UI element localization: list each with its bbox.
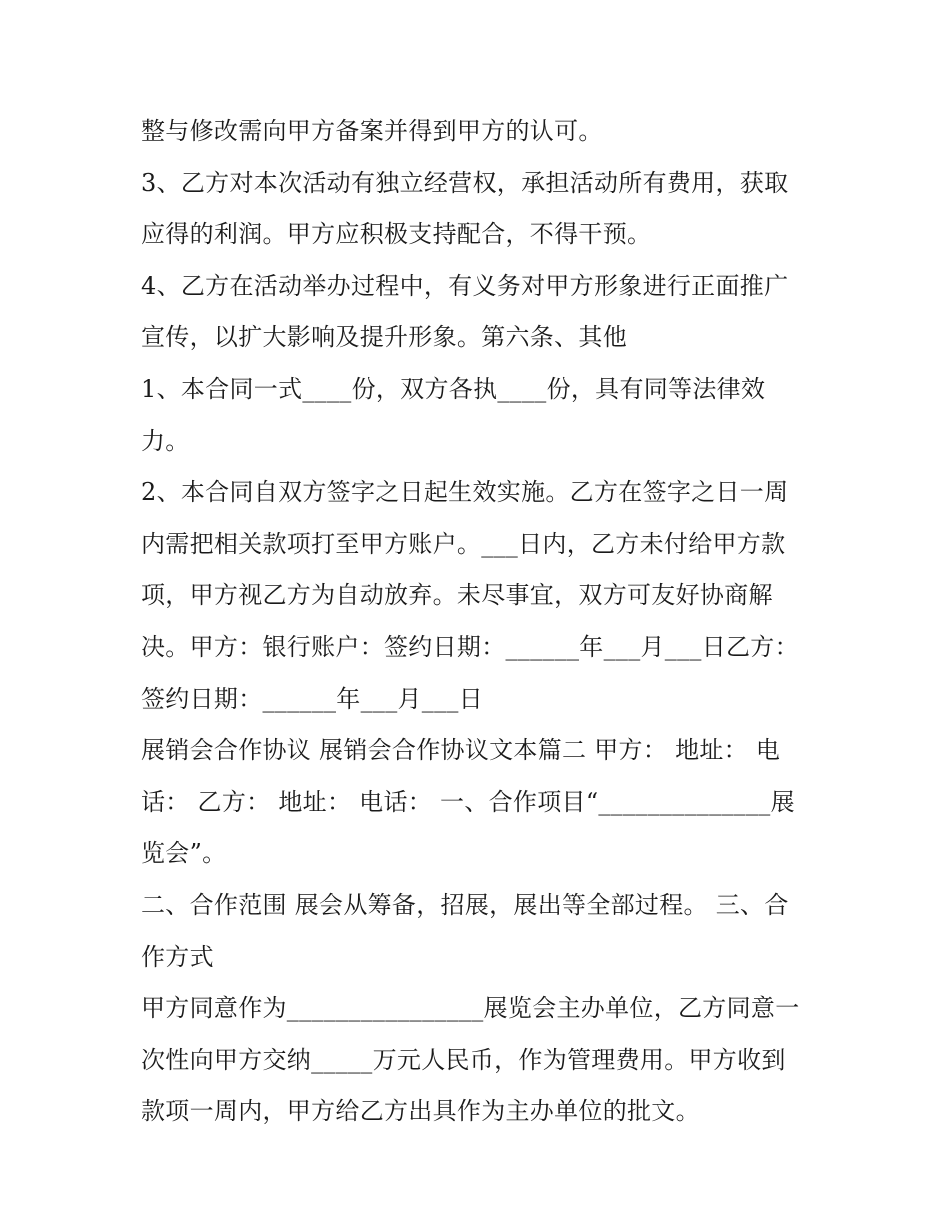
text-line: 3、乙方对本次活动有独立经营权，承担活动所有费用，获取 <box>141 168 789 197</box>
text-line: 话： 乙方： 地址： 电话： 一、合作项目“______________展 <box>141 787 795 816</box>
text-line: 整与修改需向甲方备案并得到甲方的认可。 <box>141 117 603 145</box>
text-line: 力。 <box>141 426 190 455</box>
text-line: 宣传，以扩大影响及提升形象。第六条、其他 <box>141 323 627 352</box>
text-line: 次性向甲方交纳_____万元人民币，作为管理费用。甲方收到 <box>141 1045 786 1074</box>
text-line: 甲方同意作为________________展览会主办单位，乙方同意一 <box>141 994 800 1023</box>
text-line: 决。甲方：银行账户：签约日期：______年___月___日乙方： <box>141 632 799 661</box>
text-line: 内需把相关款项打至甲方账户。___日内，乙方未付给甲方款 <box>141 529 786 558</box>
text-line: 应得的利润。甲方应积极支持配合，不得干预。 <box>141 220 652 249</box>
text-line: 项，甲方视乙方为自动放弃。未尽事宜，双方可友好协商解 <box>141 581 773 610</box>
text-line: 1、本合同一式____份，双方各执____份，具有同等法律效 <box>141 374 766 403</box>
text-line: 签约日期：______年___月___日 <box>141 684 483 713</box>
text-line: 款项一周内，甲方给乙方出具作为主办单位的批文。 <box>141 1097 700 1126</box>
text-line: 览会”。 <box>141 839 227 868</box>
text-line: 展销会合作协议 展销会合作协议文本篇二 甲方： 地址： 电 <box>141 736 781 765</box>
text-line: 二、合作范围 展会从筹备，招展，展出等全部过程。 三、合 <box>141 890 789 919</box>
text-line: 2、本合同自双方签字之日起生效实施。乙方在签字之日一周 <box>141 478 789 507</box>
text-line: 4、乙方在活动举办过程中，有义务对甲方形象进行正面推广 <box>141 271 789 300</box>
text-line: 作方式 <box>141 942 214 971</box>
document-body <box>141 106 811 1138</box>
